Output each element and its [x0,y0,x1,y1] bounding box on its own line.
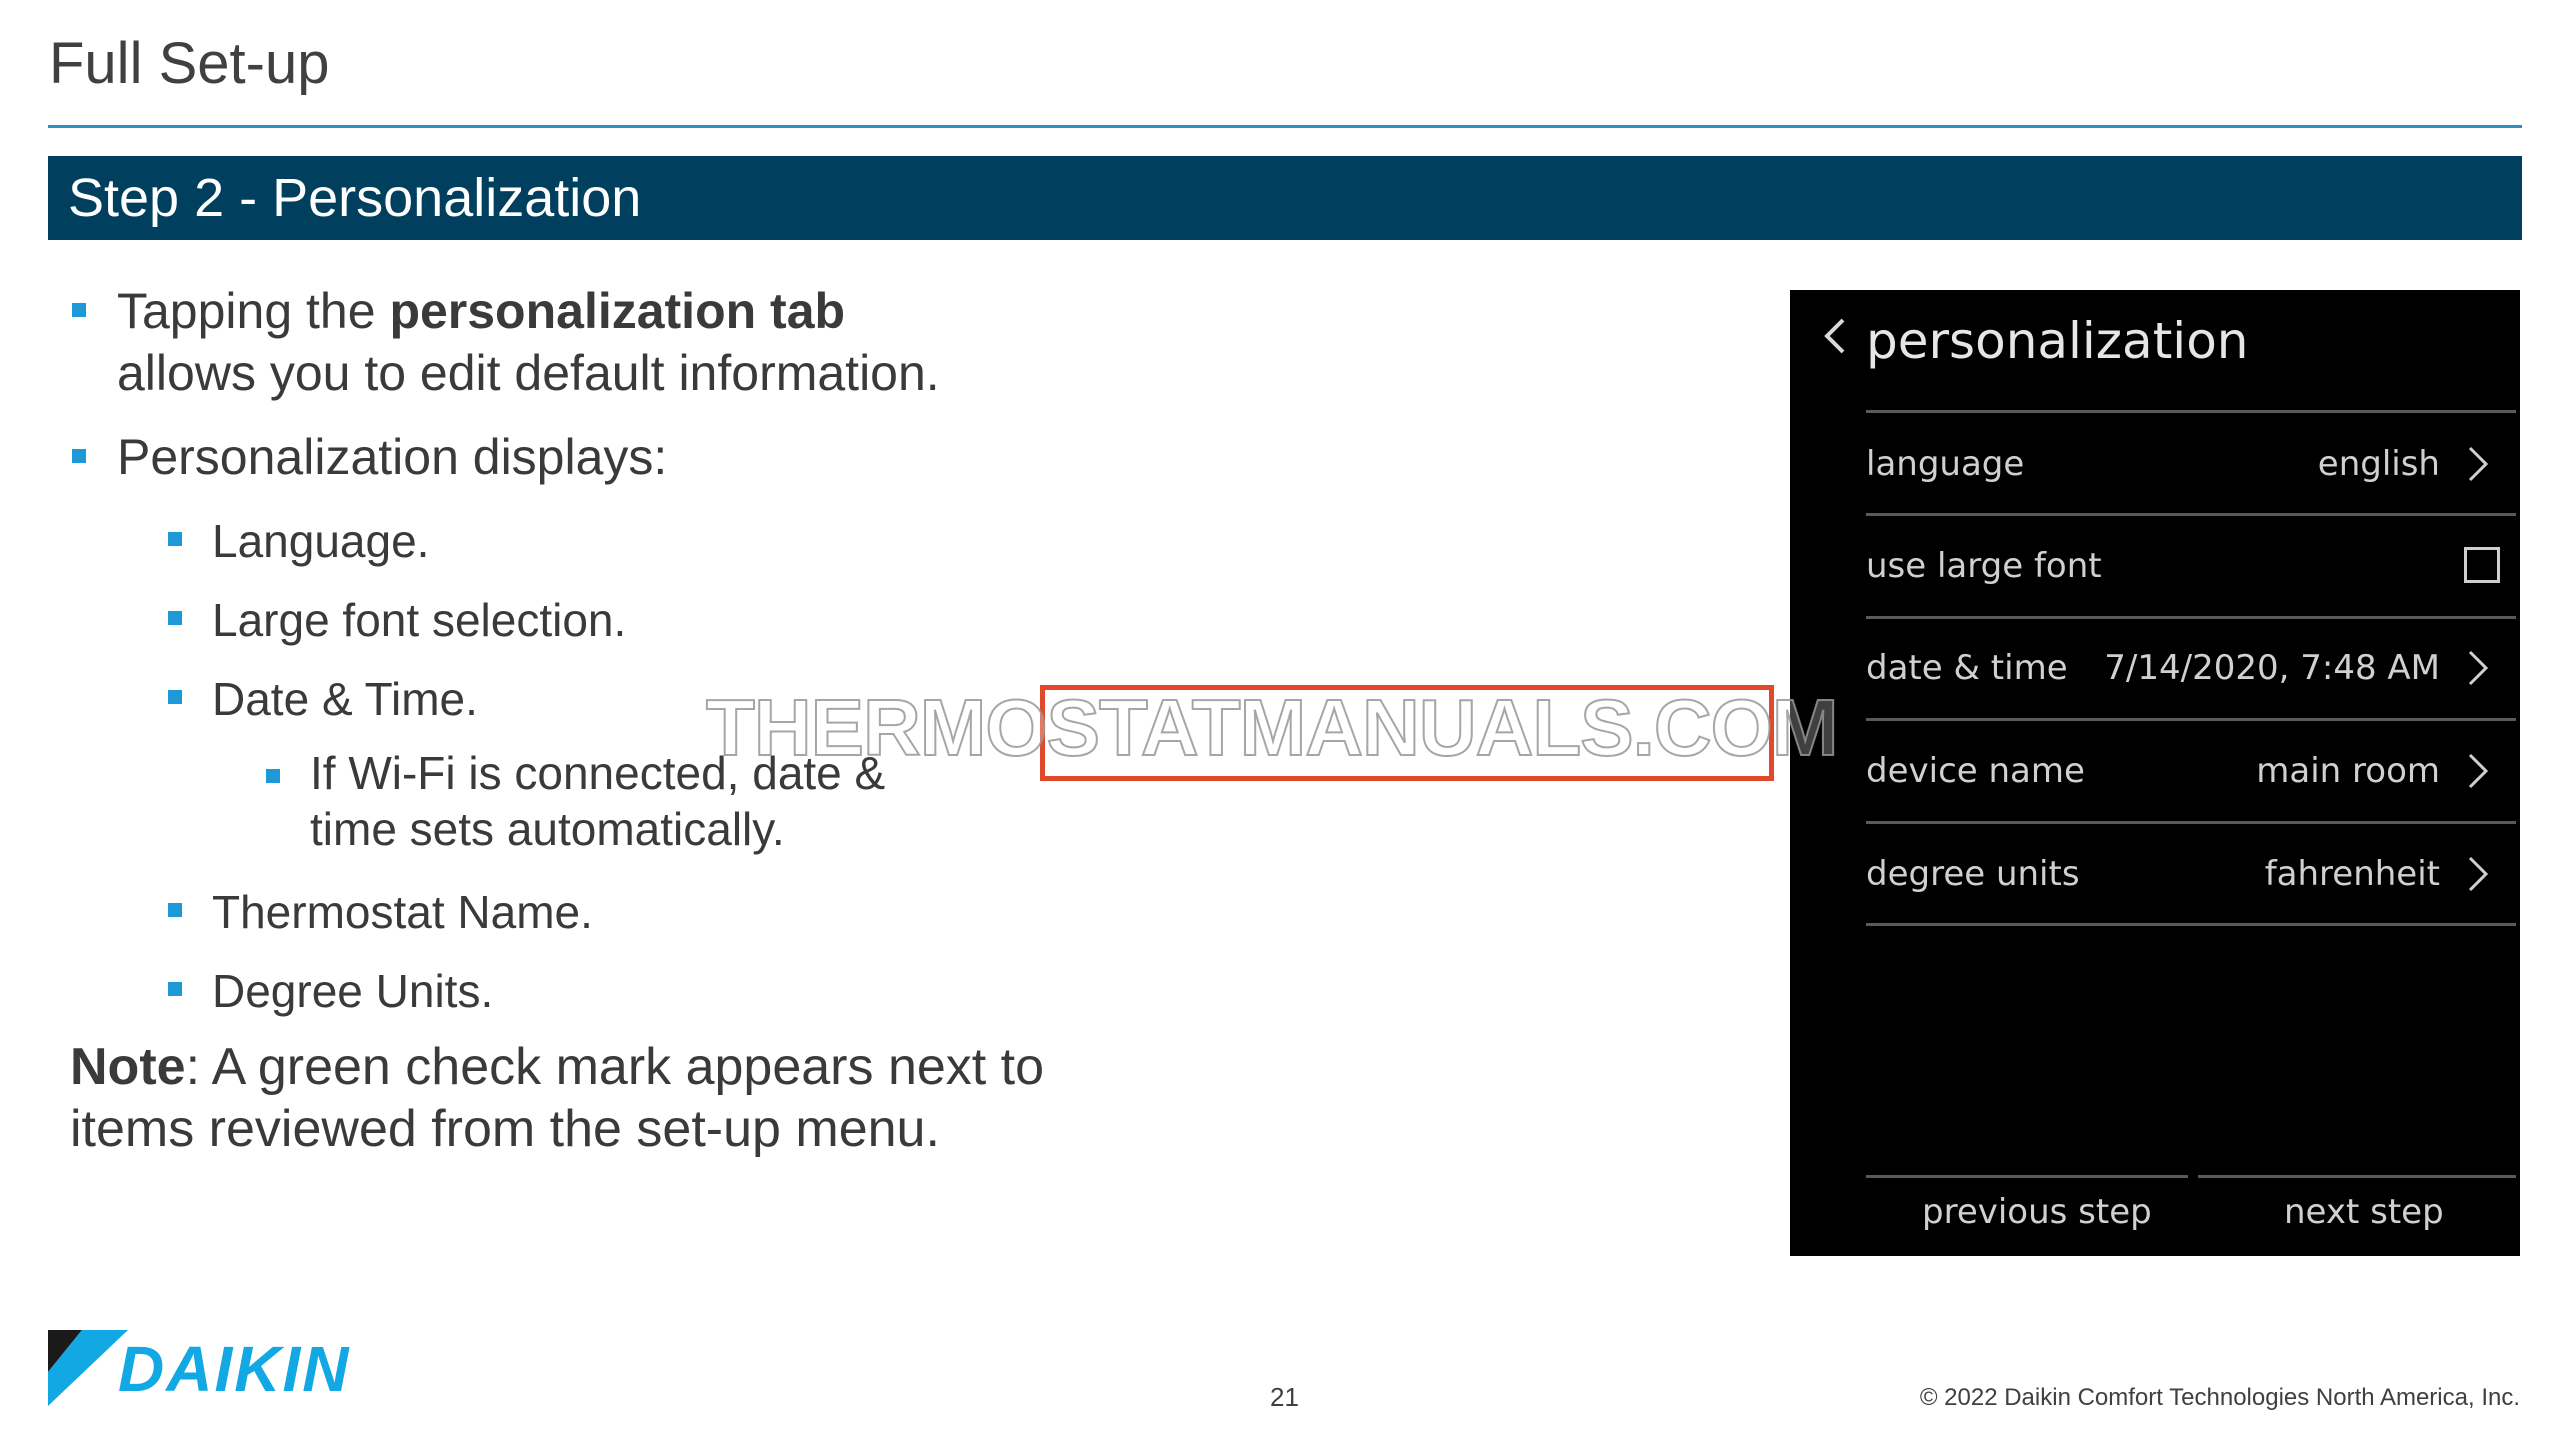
sub-bullet-marker [168,532,182,546]
daikin-logo [48,1330,408,1406]
row-value: main room [2256,751,2440,791]
sub-bullet-marker [168,982,182,996]
sub-bullet-degree-units: Degree Units. [212,965,494,1017]
previous-step-button[interactable]: previous step [1922,1192,2152,1232]
bullet-bold-text: personalization tab [389,283,846,339]
row-label: date & time [1866,648,2068,688]
note-text: : A green check mark appears next to items reviewed from the set-up menu. [70,1038,1045,1158]
watermark-text: THERMOSTATMANUALS.COM [706,683,1838,772]
row-label: device name [1866,751,2085,791]
screen-title: personalization [1866,312,2249,370]
next-step-button[interactable]: next step [2284,1192,2444,1232]
row-label: language [1866,444,2025,484]
sub-sub-bullet-marker [266,769,280,783]
chevron-right-icon [2466,444,2490,484]
bullet-personalization-tab [117,280,845,342]
bullet-personalization-tab-cont: allows you to edit default information. [117,345,940,401]
row-value: english [2317,444,2440,484]
logo-wedge-icon [48,1330,128,1406]
step-title: Step 2 - Personalization [68,168,642,228]
screen-divider [1866,923,2516,926]
screen-divider [1866,821,2516,824]
thermostat-screen [1790,290,2520,1256]
copyright-notice: © 2022 Daikin Comfort Technologies North America, Inc. [1919,1384,2520,1411]
bullet-text: Tapping the [117,283,390,339]
note-label: Note [70,1038,186,1096]
screen-divider [1866,410,2516,413]
sub-sub-bullet-wifi: If Wi-Fi is connected, date & [310,747,886,799]
sub-bullet-thermostat-name: Thermostat Name. [212,886,593,938]
bullet-marker [72,303,86,317]
sub-bullet-marker [168,611,182,625]
page-number: 21 [1270,1382,1299,1412]
row-label: use large font [1866,546,2102,586]
next-step-rule [2198,1175,2516,1178]
row-value: fahrenheit [2264,854,2440,894]
row-label: degree units [1866,854,2080,894]
bullet-personalization-displays: Personalization displays: [117,429,668,485]
screen-divider [1866,513,2516,516]
screen-divider [1866,616,2516,619]
back-chevron-icon[interactable] [1817,314,1853,358]
logo-wordmark: DAIKIN [118,1333,351,1405]
sub-bullet-language: Language. [212,515,430,567]
sub-bullet-large-font: Large font selection. [212,594,627,646]
sub-sub-bullet-wifi-cont: time sets automatically. [310,803,785,855]
large-font-checkbox[interactable] [2464,547,2500,583]
sub-bullet-marker [168,690,182,704]
note-paragraph [70,1036,1050,1160]
chevron-right-icon [2466,648,2490,688]
chevron-right-icon [2466,751,2490,791]
sub-bullet-date-time: Date & Time. [212,673,478,725]
chevron-right-icon [2466,854,2490,894]
page-title: Full Set-up [49,31,330,96]
screen-divider [1866,718,2516,721]
sub-bullet-marker [168,903,182,917]
row-value: 7/14/2020, 7:48 AM [2104,648,2440,688]
bullet-marker [72,449,86,463]
previous-step-rule [1866,1175,2188,1178]
